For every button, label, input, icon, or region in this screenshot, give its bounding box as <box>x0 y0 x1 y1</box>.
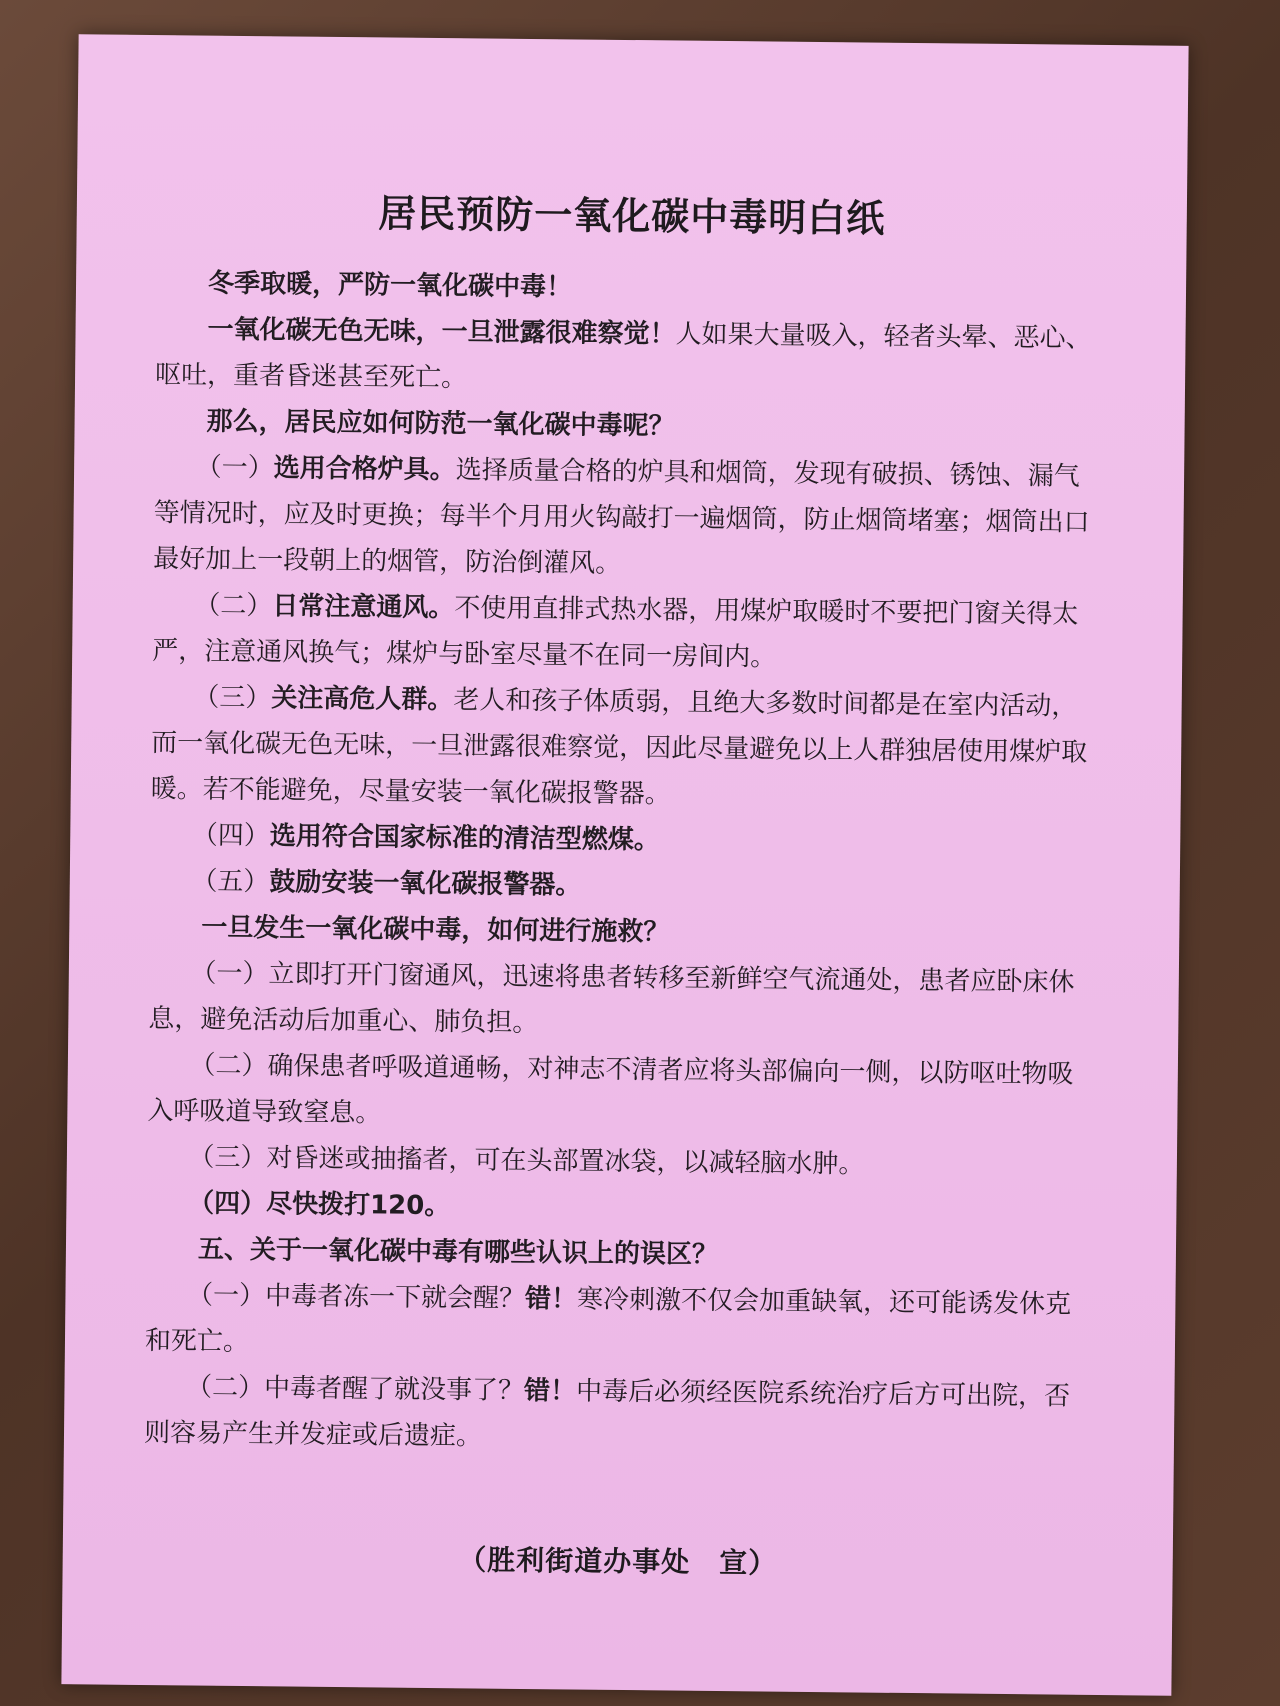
prevention-item: （一）选用合格炉具。选择质量合格的炉具和烟筒，发现有破损、锈蚀、漏气等情况时，应及时更换；每半个月用火钩敲打一遍烟筒，防止烟筒堵塞；烟筒出口最好加上一段朝上的烟管，防治倒灌风。 <box>153 452 1090 579</box>
rescue-item: （三）对昏迷或抽搐者，可在头部置冰袋，以减轻脑水肿。 <box>188 1142 865 1180</box>
issuer-signature: （胜利街道办事处 宣） <box>458 1543 778 1580</box>
intro-headline: 冬季取暖，严防一氧化碳中毒！ <box>207 268 573 303</box>
intro-question: 那么，居民应如何防范一氧化碳中毒呢？ <box>206 406 675 442</box>
myth-item: （一）中毒者冻一下就会醒？错！寒冷刺激不仅会加重缺氧，还可能诱发休克和死亡。 <box>144 1280 1072 1358</box>
prevention-item: （二）日常注意通风。不使用直排式热水器，用煤炉取暖时不要把门窗关得太严，注意通风换气；煤炉与卧室尽量不在同一房间内。 <box>152 590 1079 673</box>
rescue-heading: 一旦发生一氧化碳中毒，如何进行施救？ <box>201 912 670 948</box>
prevention-item: （三）关注高危人群。老人和孩子体质弱，且绝大多数时间都是在室内活动，而一氧化碳无色无味，一旦泄露很难察觉，因此尽量避免以上人群独居使用煤炉取暖。若不能避免，尽量安装一氧化碳报警器。 <box>150 682 1088 810</box>
rescue-item: （二）确保患者呼吸道通畅，对神志不清者应将头部偏向一侧，以防呕吐物吸入呼吸道导致窒息。 <box>147 1050 1074 1129</box>
myth-item: （二）中毒者醒了就没事了？错！中毒后必须经医院系统治疗后方可出院，否则容易产生并发症或后遗症。 <box>143 1372 1071 1452</box>
prevention-item: （四）选用符合国家标准的清洁型燃煤。 <box>191 820 661 856</box>
document-title: 居民预防一氧化碳中毒明白纸 <box>378 191 886 241</box>
intro-danger: 一氧化碳无色无味，一旦泄露很难察觉！人如果大量吸入，轻者头晕、恶心、呕吐，重者昏迷甚至死亡。 <box>154 314 1092 394</box>
document-body <box>144 260 1096 1466</box>
flyer-paper <box>61 34 1188 1696</box>
prevention-item: （五）鼓励安装一氧化碳报警器。 <box>191 866 582 901</box>
myths-heading: 五、关于一氧化碳中毒有哪些认识上的误区？ <box>197 1234 719 1270</box>
rescue-item: （一）立即打开门窗通风，迅速将患者转移至新鲜空气流通处，患者应卧床休息，避免活动后加重心、肺负担。 <box>148 958 1075 1039</box>
rescue-item: （四）尽快拨打120。 <box>187 1188 451 1222</box>
